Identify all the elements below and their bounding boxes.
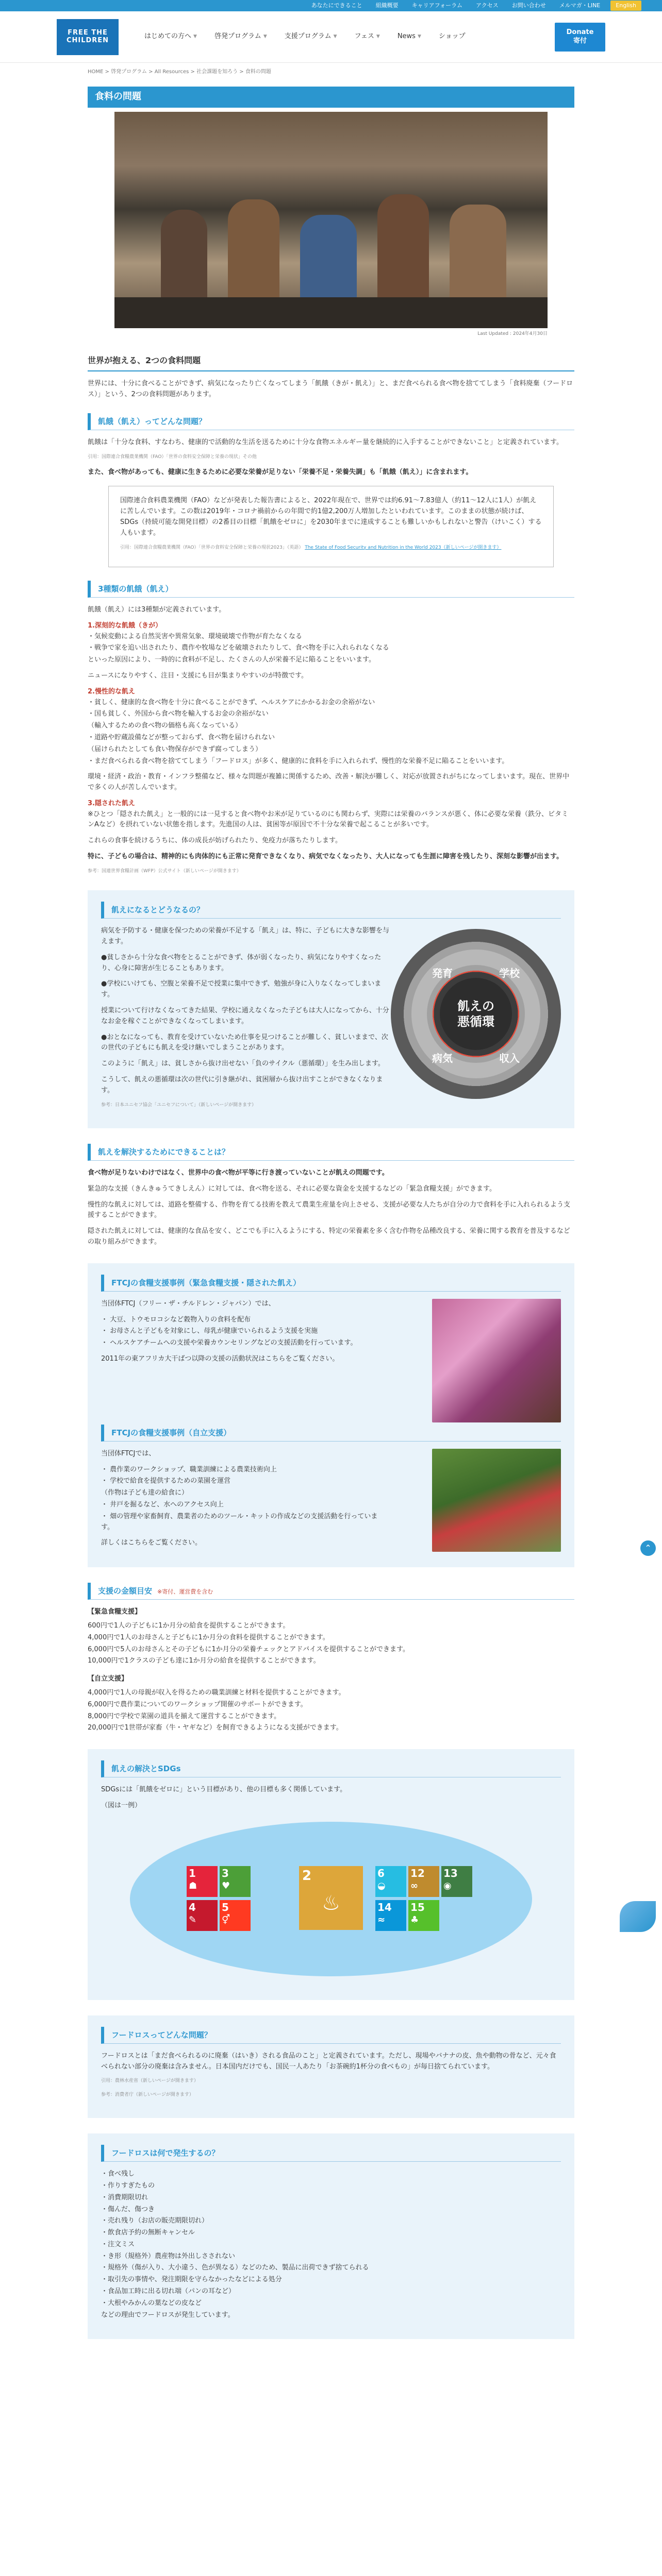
amount-line: 4,000円で1人のお母さんと子どもに1か月分の食料を提供することができます。 [88, 1633, 329, 1641]
type3-p3: 特に、子どもの場合は、精神的にも肉体的にも正常に発育できなくなり、病気でなくなったり、大人になっても生涯に障害を残したり、深刻な影響が出ます。 [88, 853, 563, 861]
heading-foodloss: フードロスってどんな問題？ [101, 2027, 561, 2044]
scroll-top-icon[interactable]: ⌃ [640, 1540, 656, 1556]
heading-hunger: 飢餓（飢え）ってどんな問題？ [88, 413, 574, 430]
chevron-down-icon: ▼ [333, 34, 337, 40]
cycle-word-2: 収入 [499, 1052, 520, 1065]
nav-label: ショップ [438, 32, 466, 41]
amount-line: 10,000円で1クラスの子ども達に1か月分の給食を提供することができます。 [88, 1657, 320, 1665]
amount-line: 20,000円で1世帯が家畜（牛・ヤギなど）を飼育できるようになる支援ができます。 [88, 1724, 343, 1732]
amount-heading-note: ※寄付、運営費を含む [157, 1588, 213, 1596]
top-link-3[interactable]: アクセス [476, 2, 499, 9]
sdg-right-bottom [375, 1900, 441, 1931]
sdg-goal-15 [408, 1900, 439, 1931]
sdg-goal-14 [375, 1900, 406, 1931]
hunger-p2: また、食べ物があっても、健康に生きるために必要な栄養が足りない「栄養不足・栄養失調」も「飢餓（飢え）」に含まれます。 [88, 468, 473, 476]
nav-label: はじめての方へ [144, 32, 192, 41]
list-item: ・注文ミス [101, 2240, 135, 2248]
cycle-panel [88, 890, 574, 1128]
leaf-icon [620, 1901, 656, 1932]
heading-types: 3種類の飢餓（飢え） [88, 581, 574, 598]
amount-line: 6,000円で5人のお母さんとその子どもに1か月分の栄養チェックとアドバイスを提供することができます。 [88, 1645, 409, 1653]
top-link-5[interactable]: メルマガ・LINE [559, 2, 601, 9]
selfhelp-title: 【自立支援】 [88, 1675, 128, 1683]
heading-ftc2: FTCJの食糧支援事例（自立支援） [101, 1425, 561, 1442]
nav-label: 啓発プログラム [214, 32, 261, 41]
solve-p3: 慢性的な飢えに対しては、道路を整備する、作物を育てる技術を教えて農業生産量を向上させる、支援が必要な人たちが自分の力で食料を手に入れられるよう支援することができます。 [88, 1200, 571, 1219]
cycle-src[interactable]: 参考：日本ユニセフ協会「ユニセフについて」（新しいページが開きます） [101, 1102, 257, 1108]
hunger-src1: 引用：国際連合食糧農業機関（FAO）「世界の食料安全保障と栄養の現状」その他 [88, 454, 257, 460]
intro-text: 世界には、十分に食べることができず、病気になったり亡くなってしまう「飢餓（きが・飢え）」と、まだ食べられる食べ物を捨ててしまう「食料廃棄（フードロス）」という、2つの食料問題があります。 [88, 379, 573, 398]
list-item: ・規格外（傷が入り、大小違う、色が異なる）などのため、製品に出荷できず捨てられる [101, 2264, 369, 2272]
cycle-p1: 病気を予防する・健康を保つための栄養が不足する「飢え」は、特に、子どもに大きな影響を与えます。 [101, 927, 390, 946]
top-link-0[interactable]: あなたにできること [311, 2, 362, 9]
type3-title: 3.隠された飢え [88, 799, 135, 807]
sdg-num: 4 [189, 1901, 196, 1913]
donate-line2: 寄付 [573, 37, 587, 45]
cycle-columns [101, 926, 561, 1115]
page-title: 食料の問題 [88, 87, 574, 108]
list-item: ・ お母さんと子どもを対象にし、母乳が健康でいられるよう支援を実施 [101, 1327, 318, 1335]
cycle-p5: ●おとなになっても、教育を受けていないため仕事を見つけることが難しく、貧しいままで、次の世代の子どもにも飢えを受け継いでしまうことがあります。 [101, 1033, 388, 1052]
heading-sdgs: 飢えの解決とSDGs [101, 1760, 561, 1777]
logo-line1: FREE THE [68, 28, 108, 37]
hero-photo [114, 112, 548, 328]
nav-label: News [397, 32, 416, 41]
amount-line: 4,000円で1人の母親が収入を得るための職業訓練と材料を提供することができます。 [88, 1688, 345, 1697]
sdg-num: 13 [443, 1867, 458, 1879]
ftc2-lead: 当団体FTCJでは、 [101, 1449, 156, 1458]
solve-p2: 緊急的な支援（きんきゅうてきしえん）に対しては、食べ物を送る、それに必要な資金を支援するなどの「緊急食糧支援」ができます。 [88, 1184, 496, 1193]
list-item: ・ ヘルスケアチームへの支援や栄養カウンセリングなどの支援活動を行っています。 [101, 1339, 357, 1347]
list-item: （作物は子ども達の給食に） [101, 1489, 189, 1497]
list-item: ・気候変動による自然災害や異常気象、環境破壊で作物が育たなくなる [88, 632, 303, 640]
list-item: ・き形（規格外）農産物は外出しさされない [101, 2252, 236, 2260]
callout-src [120, 544, 542, 551]
ftc2-columns [101, 1449, 561, 1554]
cycle-p3: ●学校にいけても、空腹と栄養不足で授業に集中できず、勉強が身に入りなくなってしまいます。 [101, 980, 382, 999]
top-link-4[interactable]: お問い合わせ [511, 2, 546, 9]
callout-text: 国際連合食料農業機関（FAO）などが発表した報告書によると、2022年現在で、世界では約6.91〜7.83億人（約11〜12人に1人）が飢えに苦しんでいます。この数は2019年・コロナ禍前からの年間で約1億2,200万人増加したといわれています。このままの状態が続けば、SDGs（持続可能な開発目標）の2番目の目標「飢餓をゼロに」を2030年までに達成することも難しいかもしれないと警告（けいこく）する人もいます。 [120, 497, 542, 537]
foodloss-p1: フードロスとは「まだ食べられるのに廃棄（はいき）される食品のこと」と定義されています。ただし、現場やバナナの皮、魚や動物の骨など、元々食べられない部分の廃棄は含みません。日本国内だけでも、国民一人あたり「お茶碗約1杯分の食べもの」が毎日捨てられています。 [101, 2052, 556, 2071]
type2-list [88, 698, 574, 767]
list-item: ・ 井戸を掘るなど、水へのアクセス向上 [101, 1500, 224, 1509]
amount-line: 6,000円で農作業についてのワークショップ開催のサポートができます。 [88, 1700, 307, 1708]
type1-tail: ニュースになりやすく、注目・支援にも目が集まりやすいのが特徴です。 [88, 671, 308, 680]
sdg-num: 2 [302, 1868, 312, 1884]
top-link-1[interactable]: 組織概要 [375, 2, 399, 9]
cycle-word-0: 発育 [432, 967, 453, 980]
sdgs-p2: （図は一例） [101, 1801, 142, 1809]
sdg-icon: ◉ [443, 1880, 452, 1891]
sdg-left-bottom [187, 1900, 253, 1931]
sdg-icon: ☗ [189, 1880, 197, 1891]
donate-line1: Donate [566, 28, 594, 36]
hunger-callout [108, 486, 554, 567]
list-item: ・食べ残し [101, 2170, 135, 2178]
english-button[interactable]: English [610, 1, 641, 11]
cycle-word-3: 病気 [432, 1052, 453, 1065]
cycle-center [440, 978, 512, 1050]
type1-list [88, 632, 574, 666]
sdgs-panel [88, 1749, 574, 2000]
list-item: ・ 農作業のワークショップ、職業訓練による農業技術向上 [101, 1465, 277, 1473]
sdg-goal-12 [408, 1866, 439, 1897]
main-content [88, 87, 574, 2339]
sdg-goal-4 [187, 1900, 218, 1931]
list-item: ・ 大豆、トウモロコシなど穀物入りの食料を配布 [101, 1315, 251, 1324]
list-item: ・傷んだ、傷つき [101, 2205, 155, 2213]
ftc2-tail[interactable]: 詳しくはこちらをご覧ください。 [101, 1539, 202, 1547]
type2-tail: 環境・経済・政治・教育・インフラ整備など、様々な問題が複雑に関係するため、改善・解決が難しく、対応が放置されがちになってしまいます。現在、世界中で多くの人が苦しんでいます。 [88, 773, 570, 792]
sdg-num: 1 [189, 1867, 196, 1879]
breadcrumb[interactable]: HOME > 啓発プログラム > All Resources > 社会課題を知ろう > 食料の問題 [88, 69, 271, 75]
top-link-2[interactable]: キャリアフォーラム [411, 2, 463, 9]
donate-button[interactable] [555, 23, 605, 52]
ftc1-text [101, 1299, 390, 1422]
cycle-center-line2: 悪循環 [457, 1014, 494, 1029]
sdg-icon: ≈ [377, 1914, 386, 1925]
nav-item-2[interactable] [285, 31, 337, 42]
sdg-num: 5 [222, 1901, 229, 1913]
list-item: （届けられたとしても食い物保存ができず腐ってしまう） [88, 745, 262, 753]
sdg-goal-13 [441, 1866, 472, 1897]
sdg-icon: ♣ [410, 1914, 419, 1925]
foodloss-panel [88, 2015, 574, 2118]
sdg-icon: ♥ [222, 1880, 230, 1891]
list-item: ・取引先の事情や、発注期限を守らなかったなどによる処分 [101, 2276, 282, 2284]
ftcj-panel [88, 1263, 574, 1567]
sdg-num: 3 [222, 1867, 229, 1879]
amount-line: 600円で1人の子どもに1か月分の給食を提供することができます。 [88, 1621, 290, 1630]
type3-p1: ※ひとつ「隠された飢え」と一般的には一見すると食べ物やお米が足りているのにも関わらず、実際には栄養のバランスが悪く、体に必要な栄養（鉄分、ビタミンAなど）を摂れていない状態を指します。先進国の人は、貧困等が原因で不十分な栄養で起こることが多いです。 [88, 810, 568, 829]
solve-p4: 隠された飢えに対しては、健康的な食品を安く、どこでも手に入るようにする、特定の栄養素を多く含む作物を品種改良する、栄養に関する教育を普及するなどの取り組みができます。 [88, 1227, 570, 1246]
sdgs-diagram [130, 1822, 532, 1976]
heading-why: フードロスは何で発生するの？ [101, 2145, 561, 2162]
solve-p1: 食べ物が足りないわけではなく、世界中の食べ物が平等に行き渡っていないことが飢えの問題です。 [88, 1169, 389, 1177]
list-item: ・売れ残り（お店の販売期限切れ） [101, 2217, 209, 2225]
callout-link[interactable]: The State of Food Security and Nutrition in the World 2023（新しいページが開きます） [305, 545, 502, 550]
logo-line2: CHILDREN [66, 36, 109, 44]
why-list [101, 2169, 561, 2320]
cycle-center-line1: 飢えの [457, 999, 494, 1014]
sdg-num: 14 [377, 1901, 392, 1913]
why-panel [88, 2133, 574, 2339]
sdg-icon: ⚥ [222, 1914, 230, 1925]
nav-item-3[interactable] [355, 31, 380, 42]
sdg-icon: ♨ [322, 1891, 340, 1915]
emergency-title: 【緊急食糧支援】 [88, 1608, 142, 1616]
foodloss-src2[interactable]: 参考：消費者庁（新しいページが開きます） [101, 2092, 194, 2097]
section-subtitle: 世界が抱える、2つの食料問題 [88, 350, 574, 371]
nav-item-0[interactable] [144, 31, 197, 42]
list-item: ・ 畑の管理や家畜飼育、農業者のためのツール・キットの作成などの支援活動を行っています。 [101, 1512, 378, 1531]
list-item: ・飲食店予約の無断キャンセル [101, 2229, 195, 2237]
sdg-goal-2 [299, 1866, 363, 1930]
cycle-p4: 授業について行けなくなってきた結果、学校に通えなくなった子どもは大人になってから、十分なお金を稼ぐことができなくなってしまいます。 [101, 1007, 389, 1025]
heading-cycle: 飢えになるとどうなるの？ [101, 902, 561, 919]
chevron-down-icon: ▼ [376, 34, 380, 40]
list-item: ・食品加工時に出る切れ端（パンの耳など） [101, 2287, 236, 2296]
cycle-p7: こうして、飢えの悪循環は次の世代に引き継がれ、貧困層から抜け出すことができなくなります。 [101, 1076, 383, 1094]
type3-p2: これらの食事を続けるうちに、体の成長が妨げられたり、免疫力が落ちたりします。 [88, 837, 342, 845]
amount-box [88, 1607, 574, 1734]
cycle-word-1: 学校 [499, 967, 520, 980]
list-item: ・道路や貯蔵設備などが整っておらず、食べ物を届けられない [88, 733, 275, 741]
ftc1-columns [101, 1299, 561, 1422]
sdg-num: 15 [410, 1901, 425, 1913]
heading-ftc1: FTCJの食糧支援事例（緊急食糧支援・隠された飢え） [101, 1275, 561, 1292]
amount-line: 8,000円で学校で菜園の道具を揃えて運営することができます。 [88, 1712, 281, 1720]
nav-label: フェス [354, 32, 374, 41]
chevron-down-icon: ▼ [263, 34, 267, 40]
callout-src-text: 引用：国際連合食糧農業機関（FAO）「世界の食料安全保障と栄養の現状2023」（英語） [120, 545, 304, 550]
sdg-icon: ✎ [189, 1914, 197, 1925]
list-item: ・戦争で家を追い出されたり、農作や牧場などを破壊されたりして、食べ物を手に入れられなくなる [88, 644, 389, 652]
list-item: ・貧しく、健康的な食べ物を十分に食べることができず、ヘルスケアにかかるお金の余裕がない [88, 698, 375, 706]
cycle-p6: このように「飢え」は、貧しさから抜け出せない「負のサイクル（悪循環）」を生み出します。 [101, 1060, 385, 1068]
ftc1-lead: 当団体FTCJ（フリー・ザ・チルドレン・ジャパン）では、 [101, 1299, 275, 1308]
ftc2-text [101, 1449, 390, 1554]
site-header [0, 11, 662, 63]
children-eating-photo [432, 1299, 561, 1422]
list-item: ・ 学校で給食を提供するための菜園を運営 [101, 1477, 231, 1485]
sdg-goal-1 [187, 1866, 218, 1897]
sdg-num: 6 [377, 1867, 385, 1879]
nav-label: 支援プログラム [284, 32, 332, 41]
cycle-p2: ●貧しさから十分な食べ物をとることができず、体が弱くなったり、病気になりやすくなったり、心身に障害が生じることもあります。 [101, 953, 382, 972]
sdg-right-top [375, 1866, 474, 1897]
cycle-text [101, 926, 390, 1115]
sdg-left-top [187, 1866, 253, 1897]
list-item: （輸入するための食べ物の価格も高くなっている） [88, 722, 242, 730]
last-updated: Last Updated : 2024年4月30日 [477, 331, 548, 336]
sdgs-p1: SDGsには「飢餓をゼロに」という目標があり、他の目標も多く関係しています。 [101, 1786, 347, 1794]
list-item: ・国も貧しく、外国から食べ物を輸入するお金の余裕がない [88, 710, 269, 718]
heading-solve: 飢えを解決するためにできることは？ [88, 1144, 574, 1161]
sdg-goal-6 [375, 1866, 406, 1897]
top-utility-bar [0, 0, 662, 11]
hunger-cycle-diagram [391, 929, 561, 1099]
sdg-icon: ∞ [410, 1880, 418, 1891]
main-nav [144, 31, 555, 42]
list-item: といった原因により、一時的に食料が不足し、たくさんの人が栄養不足に陥ることをいいます。 [88, 656, 375, 664]
list-item: ・消費期限切れ [101, 2193, 148, 2201]
amount-heading-text: 支援の金額目安 [98, 1586, 153, 1596]
list-item: ・まだ食べられる食べ物を捨ててしまう「フードロス」が多く、健康的に食料を手に入れられず、慢性的な栄養不足に陥ることをいいます。 [88, 757, 509, 765]
chevron-down-icon: ▼ [193, 34, 197, 40]
farming-photo [432, 1449, 561, 1552]
site-logo[interactable] [57, 19, 119, 55]
list-item: などの理由でフードロスが発生しています。 [101, 2311, 235, 2319]
list-item: ・大根やみかんの葉などの皮など [101, 2299, 202, 2307]
sdg-num: 12 [410, 1867, 425, 1879]
chevron-down-icon: ▼ [417, 34, 421, 40]
type2-title: 2.慢性的な飢え [88, 687, 135, 696]
hunger-p1: 飢餓は「十分な食料、すなわち、健康的で活動的な生活を送るために十分な食物エネルギー量を継続的に入手することができないこと」と定義されています。 [88, 438, 563, 447]
sdg-goal-3 [220, 1866, 251, 1897]
sdg-goal-5 [220, 1900, 251, 1931]
list-item: ・作りすぎたもの [101, 2181, 155, 2190]
heading-amount [88, 1583, 574, 1600]
nav-item-4[interactable] [398, 31, 421, 42]
type1-title: 1.深刻的な飢餓（きが） [88, 621, 162, 630]
ftc1-tail[interactable]: 2011年の東アフリカ大干ばつ以降の支援の活動状況はこちらをご覧ください。 [101, 1354, 339, 1363]
types-src[interactable]: 参考：国連世界食糧計画（WFP）公式サイト（新しいページが開きます） [88, 868, 241, 874]
types-lead: 飢餓（飢え）には3種類が定義されています。 [88, 605, 226, 614]
sdg-icon: ◒ [377, 1880, 386, 1891]
ftc1-list [101, 1315, 390, 1349]
foodloss-src1[interactable]: 引用：農林水産省（新しいページが開きます） [101, 2078, 198, 2084]
nav-item-5[interactable] [439, 31, 466, 42]
ftc2-list [101, 1465, 390, 1533]
nav-item-1[interactable] [214, 31, 267, 42]
